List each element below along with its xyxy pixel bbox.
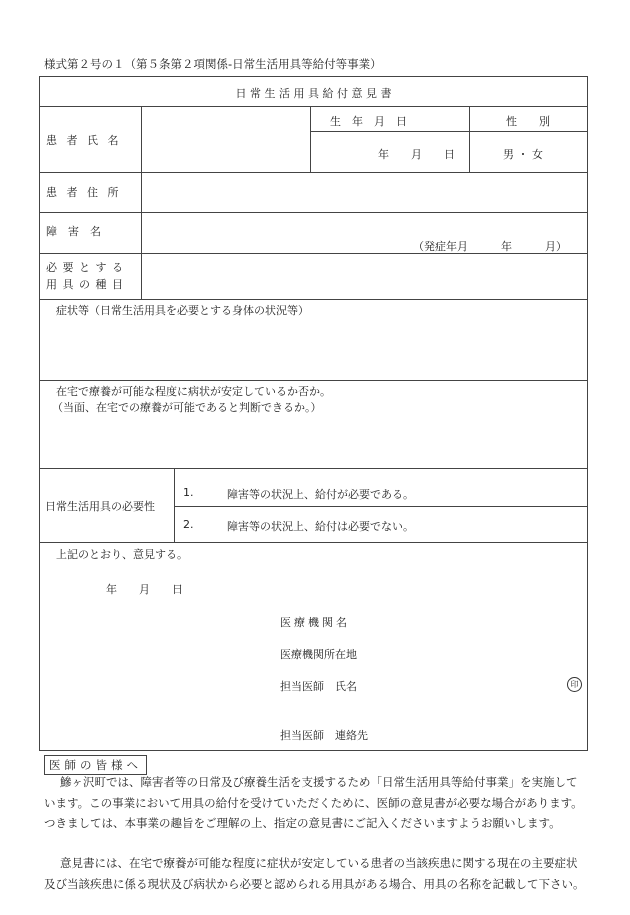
form-number-header: 様式第２号の１（第５条第２項関係-日常生活用具等給付等事業） (44, 57, 382, 71)
option1-text: 障害等の状況上、給付が必要である。 (227, 488, 414, 501)
sex-label: 性 別 (506, 115, 550, 128)
option2-number[interactable]: 2. (183, 518, 194, 531)
notice-heading: 医師の皆様へ (44, 755, 147, 775)
form-title: 日 常 生 活 用 具 給 付 意 見 書 (235, 87, 392, 100)
institution-address-label: 医療機関所在地 (280, 648, 357, 661)
equipment-type-label-line1: 必 要 と す る (46, 261, 124, 274)
stability-field[interactable] (40, 415, 587, 467)
patient-address-field[interactable] (142, 173, 587, 211)
symptoms-label: 症状等（日常生活用具を必要とする身体の状況等） (56, 304, 309, 317)
doctor-contact-label: 担当医師 連絡先 (280, 729, 368, 742)
patient-name-field[interactable] (142, 107, 309, 171)
birth-date-value[interactable]: 年 月 日 (378, 148, 455, 161)
sex-options[interactable]: 男 ・ 女 (503, 148, 543, 161)
seal-mark: 印 (567, 677, 582, 692)
signature-date[interactable]: 年 月 日 (106, 583, 183, 596)
option1-number[interactable]: 1. (183, 486, 194, 499)
option2-text: 障害等の状況上、給付は必要でない。 (227, 520, 414, 533)
doctor-name-label: 担当医師 氏名 (280, 680, 357, 693)
disability-name-label: 障 害 名 (46, 225, 101, 238)
symptoms-field[interactable] (40, 317, 587, 379)
notice-paragraph-1: 鰺ヶ沢町では、障害者等の日常及び療養生活を支援するため「日常生活用具等給付事業」を実施しています。この事業において用具の給付を受けていただくために、医師の意見書が必要な場合があります。つきましては、本事業の趣旨をご理解の上、指定の意見書にご記入くださいますようお願いします。 (44, 775, 583, 830)
patient-name-label: 患 者 氏 名 (46, 134, 122, 147)
notice-paragraph-2: 意見書には、在宅で療養が可能な程度に症状が安定している患者の当該疾患に関する現在の主要症状及び当該疾患に係る現状及び病状から必要と認められる用具がある場合、用具の名称を記載して下さい。 (44, 856, 585, 891)
equipment-type-field[interactable] (142, 254, 587, 299)
onset-date-label: （発症年月 年 月） (413, 240, 567, 253)
stability-question-line1: 在宅で療養が可能な程度に病状が安定しているか否か。 (56, 385, 331, 398)
patient-address-label: 患 者 住 所 (46, 186, 122, 199)
necessity-label: 日常生活用具の必要性 (45, 500, 155, 513)
institution-name-label: 医療機関名 (280, 616, 350, 629)
birth-date-label: 生 年 月 日 (330, 115, 407, 128)
equipment-type-label-line2: 用 具 の 種 目 (46, 278, 124, 291)
stability-question-line2: （当面、在宅での療養が可能であると判断できるか。） (52, 401, 322, 414)
opinion-statement: 上記のとおり、意見する。 (56, 548, 188, 561)
opinion-form (39, 76, 588, 751)
